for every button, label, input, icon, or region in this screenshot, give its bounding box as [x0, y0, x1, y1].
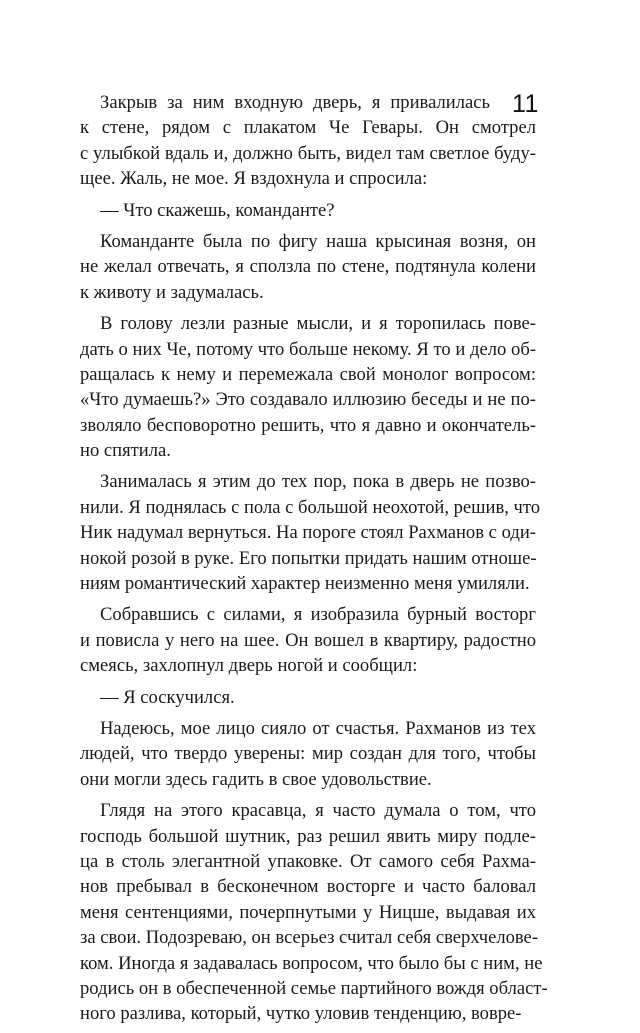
paragraph — [80, 798, 548, 1027]
paragraph — [80, 685, 536, 710]
text-line: Команданте была по фигу наша крысиная возня, он — [100, 230, 536, 252]
text-line: смеясь, захлопнул дверь ногой и сообщил: — [80, 655, 418, 677]
paragraph — [80, 229, 536, 305]
text-line: и повисла у него на шее. Он вошел в квартиру, радостно — [80, 629, 536, 651]
text-line: Занималась я этим до тех пор, пока в дверь не позво- — [100, 471, 536, 493]
text-line: ком. Иногда я задавалась вопросом, что было бы с ним, не — [80, 952, 543, 974]
text-line: Закрыв за ним входную дверь, я привалилась — [100, 92, 490, 113]
text-line: но спятила. — [80, 440, 171, 462]
text-line: «Что думаешь?» Это создавало иллюзию беседы и не по- — [80, 389, 536, 411]
paragraph — [80, 198, 536, 223]
text-line: ниям романтический характер неизменно меня умиляли. — [80, 573, 530, 595]
paragraph — [80, 469, 541, 596]
text-line: Надеюсь, мое лицо сияло от счастья. Рахманов из тех — [100, 717, 536, 739]
text-line: Ник надумал вернуться. На пороге стоял Рахманов с оди- — [80, 522, 536, 544]
body-text — [80, 90, 548, 1033]
text-line: за свои. Подозреваю, он всерьез считал себя сверхчелове- — [80, 927, 539, 949]
text-line: они могли здесь гадить в свое удовольствие. — [80, 768, 432, 790]
page-number: 11 — [512, 90, 539, 118]
text-line: родись он в обеспеченной семье партийного вождя област- — [80, 977, 548, 999]
text-line: Глядя на этого красавца, я часто думала о том, что — [100, 800, 536, 822]
text-line: В голову лезли разные мысли, и я торопилась пове- — [100, 313, 536, 335]
text-line: меня сентенциями, почерпнутыми у Ницше, выдавая их — [80, 901, 536, 923]
text-line: ращалась к нему и перемежала свой монолог вопросом: — [80, 363, 536, 385]
text-line: дать о них Че, потому что больше некому. Я то и дело об- — [80, 338, 536, 360]
text-line: не желал отвечать, я сползла по стене, подтянула колени — [80, 256, 536, 278]
text-line: людей, что твердо уверены: мир создан для того, чтобы — [80, 743, 536, 765]
text-line: ца в столь элегантной упаковке. От самого себя Рахма- — [80, 850, 536, 872]
text-line: — Что скажешь, команданте? — [100, 199, 335, 221]
text-line: господь большой шутник, раз решил явить миру подле- — [80, 825, 536, 847]
paragraph — [80, 311, 536, 463]
text-line: Собравшись с силами, я изобразила бурный восторг — [100, 604, 536, 626]
text-line: — Я соскучился. — [100, 686, 235, 708]
text-line: к животу и задумалась. — [80, 281, 264, 303]
text-line: нили. Я поднялась с пола с большой неохотой, решив, что — [80, 496, 541, 518]
text-line: нов пребывал в бесконечном восторге и часто баловал — [80, 876, 536, 898]
text-line: ного разлива, который, чутко уловив тенденцию, вовре- — [80, 1003, 522, 1025]
text-line: щее. Жаль, не мое. Я вздохнула и спросила: — [80, 168, 428, 190]
text-line: к стене, рядом с плакатом Че Гевары. Он смотрел — [80, 117, 536, 139]
text-line: нокой розой в руке. Его попытки придать нашим отноше- — [80, 547, 537, 569]
text-line: с улыбкой вдаль и, должно быть, видел там светлое буду- — [80, 142, 536, 164]
paragraph — [80, 716, 536, 792]
paragraph — [80, 602, 536, 678]
text-line: зволяло бесповоротно решить, что я давно и окончатель- — [80, 414, 536, 436]
paragraph — [80, 90, 536, 192]
